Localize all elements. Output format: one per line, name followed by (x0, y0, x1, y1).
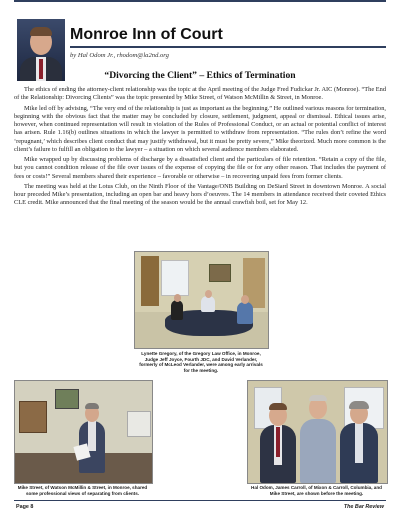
photo-speaker (14, 380, 153, 484)
publication-name: The Bar Review (343, 504, 384, 510)
page-title: Monroe Inn of Court (70, 26, 223, 43)
caption-left-photo: Mike Street, of Watson McMillin & Street, in Monroe, shared some professional views of separating from clients. (17, 485, 148, 496)
article-headline: “Divorcing the Client” – Ethics of Termination (104, 70, 296, 81)
footer-rule (14, 500, 386, 501)
paragraph: The ethics of ending the attorney-client relationship was the topic at the April meeting of the Judge Fred Fudickar Jr. AIC (Monroe). “The End of the Relationship: Divorcing Clients” was the topic presented by Mike Street, of Watson McMillin & Street, in Monroe. (14, 86, 386, 102)
page-number: Page 8 (16, 504, 34, 510)
photo-three-attorneys (247, 380, 388, 484)
caption-top-photo: Lynette Gregory, of the Gregory Law Office, in Monroe, Judge Jeff Joyce, Fourth JDC, and David Verlander, formerly of McLeod Verlander, were among early arrivals for the meeting. (139, 351, 263, 373)
paragraph: Mike led off by advising, “The very end of the relationship is just as important as the beginning.” He outlined various reasons for termination, beginning with the obvious fact that the matter may be concluded by closure, settlement, judgment, appeal or dismissal. Ethical issues arise, however, when continued representation will result in violation of the Rules of Professional Conduct, or an actual or potential conflict of interest has arisen. Rule 1.16(b) outlines situations in which the lawyer is permitted to withdraw from representation. “The rules don’t refine the word ‘repugnant,’ which describes client conduct that may justify withdrawal, but it must be pretty severe,” Mike theorized. Much more common is the client’s failure to fulfill an obligation to the lawyer – a situation on which several audience members elaborated. (14, 104, 386, 153)
title-rule (70, 46, 386, 48)
caption-right-photo: Hal Odom, James Carroll, of Mixon & Carroll, Columbia, and Mike Street, are shown before the meeting. (251, 485, 382, 496)
top-rule (14, 0, 386, 2)
article-body (14, 86, 386, 210)
byline: by Hal Odom Jr., rhodom@la2nd.org (70, 52, 169, 59)
paragraph: Mike wrapped up by discussing problems of discharge by a dissatisfied client and the particulars of file retention. “Retain a copy of the file, but you cannot condition release of the file over issues of the expense of copying the file or for any other reason. That includes the payment of fees or costs!” Several members shared their experience – favorable or otherwise – in recovering unpaid fees from former clients. (14, 156, 386, 180)
photo-meeting-table (134, 251, 269, 349)
paragraph: The meeting was held at the Lotus Club, on the Ninth Floor of the Vantage/ONB Building on DeSiard Street in downtown Monroe. A social hour preceded Mike’s presentation, including an open bar and heavy hors d’oeuvres. The 14 members in attendance received their coveted Ethics CLE credit. Mike announced that the final meeting of the season would be the annual crawfish boil, set for May 12. (14, 182, 386, 207)
